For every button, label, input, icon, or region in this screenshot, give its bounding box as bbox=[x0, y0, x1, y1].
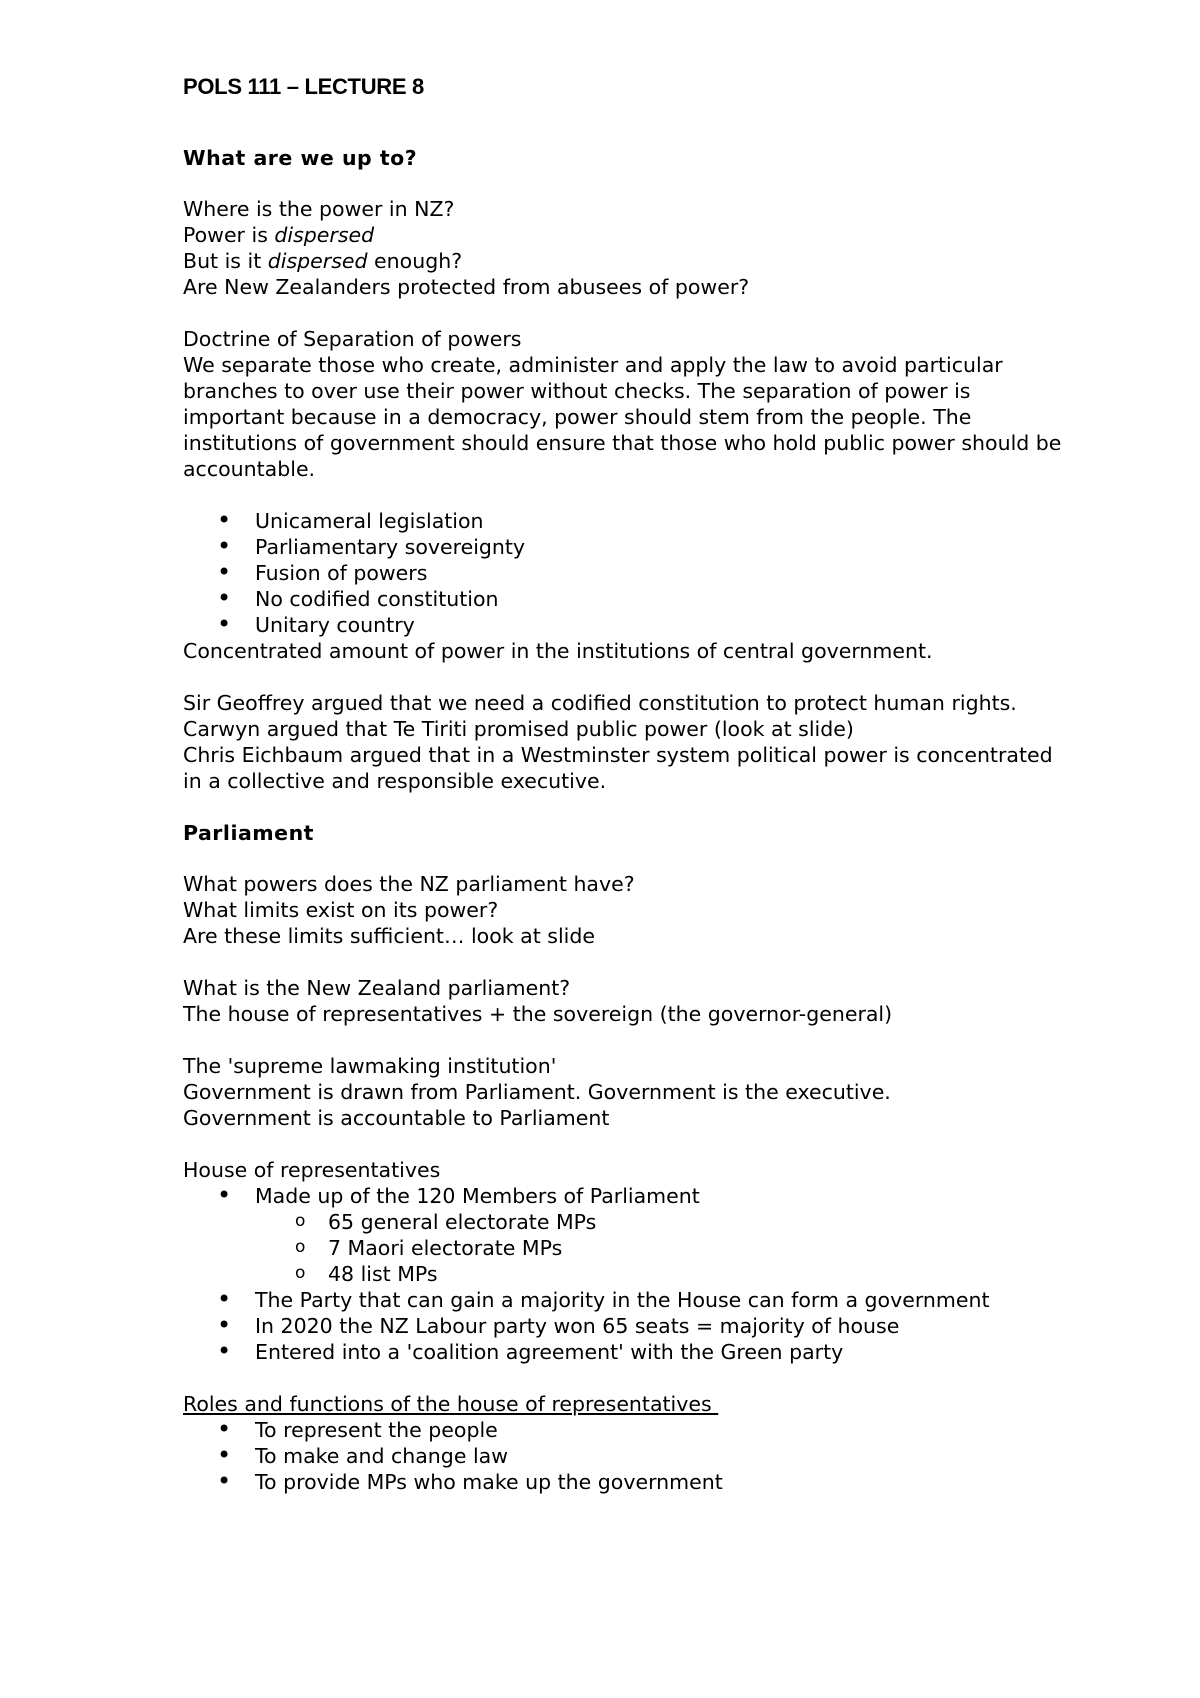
list-item: • In 2020 the NZ Labour party won 65 seats = majority of house bbox=[183, 1313, 1063, 1339]
what-is-parliament: What is the New Zealand parliament? bbox=[183, 976, 571, 1000]
argument-eichbaum: Chris Eichbaum argued that in a Westminster system political power is concentrated in a collective and responsible executive. bbox=[183, 743, 1053, 793]
dispersed-enough-line bbox=[183, 248, 1063, 274]
argument-carwyn: Carwyn argued that Te Tiriti promised public power (look at slide) bbox=[183, 717, 854, 741]
but-is-it-prefix: But is it bbox=[183, 249, 262, 273]
list-item: • Made up of the 120 Members of Parliament bbox=[183, 1183, 1063, 1209]
sub-list-container bbox=[183, 1209, 1063, 1287]
sub-list-item: o 65 general electorate MPs bbox=[183, 1209, 1063, 1235]
enough-suffix: enough? bbox=[367, 249, 463, 273]
question-powers: What powers does the NZ parliament have? bbox=[183, 872, 635, 896]
dispersed-word: dispersed bbox=[274, 223, 375, 247]
doctrine-paragraph: We separate those who create, administer and apply the law to avoid particular branches to over use their power without checks. The separation of power is important because in a democracy, power should stem from the people. The institutions of government should ensure that those who hold public power should be accountable. bbox=[183, 353, 1062, 481]
section-heading-parliament: Parliament bbox=[183, 821, 314, 845]
mp-breakdown-list bbox=[183, 1209, 1063, 1287]
concentrated-power-line: Concentrated amount of power in the institutions of central government. bbox=[183, 639, 933, 663]
list-item: • Entered into a 'coalition agreement' with the Green party bbox=[183, 1339, 1063, 1365]
house-list bbox=[183, 1183, 1063, 1365]
list-item: • The Party that can gain a majority in the House can form a government bbox=[183, 1287, 1063, 1313]
list-item: • No codified constitution bbox=[183, 586, 1063, 612]
list-item: • To represent the people bbox=[183, 1417, 1063, 1443]
dispersed-word-2: dispersed bbox=[267, 249, 368, 273]
sub-list-item: o 7 Maori electorate MPs bbox=[183, 1235, 1063, 1261]
document-page bbox=[183, 74, 1063, 1495]
question-sufficient: Are these limits sufficient… look at slide bbox=[183, 924, 595, 948]
argument-geoffrey: Sir Geoffrey argued that we need a codified constitution to protect human rights. bbox=[183, 691, 1017, 715]
section-heading-what-are-we-up-to: What are we up to? bbox=[183, 146, 418, 170]
list-item: • Unicameral legislation bbox=[183, 508, 1063, 534]
doctrine-title: Doctrine of Separation of powers bbox=[183, 327, 522, 351]
power-is-dispersed-line bbox=[183, 222, 1063, 248]
house-title: House of representatives bbox=[183, 1158, 441, 1182]
power-is-prefix: Power is bbox=[183, 223, 275, 247]
list-item: • Parliamentary sovereignty bbox=[183, 534, 1063, 560]
question-limits: What limits exist on its power? bbox=[183, 898, 499, 922]
question-protected: Are New Zealanders protected from abusees of power? bbox=[183, 275, 750, 299]
list-item: • To provide MPs who make up the government bbox=[183, 1469, 1063, 1495]
list-item: • Unitary country bbox=[183, 612, 1063, 638]
government-drawn: Government is drawn from Parliament. Government is the executive. bbox=[183, 1080, 891, 1104]
question-where-power: Where is the power in NZ? bbox=[183, 197, 455, 221]
document-title: POLS 111 – LECTURE 8 bbox=[183, 74, 424, 99]
what-is-parliament-answer: The house of representatives + the sovereign (the governor-general) bbox=[183, 1002, 893, 1026]
sub-list-item: o 48 list MPs bbox=[183, 1261, 1063, 1287]
list-item: • Fusion of powers bbox=[183, 560, 1063, 586]
roles-list bbox=[183, 1417, 1063, 1495]
features-list bbox=[183, 508, 1063, 638]
supreme-institution: The 'supreme lawmaking institution' bbox=[183, 1054, 557, 1078]
roles-title: Roles and functions of the house of representatives bbox=[183, 1392, 719, 1416]
government-accountable: Government is accountable to Parliament bbox=[183, 1106, 610, 1130]
list-item: • To make and change law bbox=[183, 1443, 1063, 1469]
